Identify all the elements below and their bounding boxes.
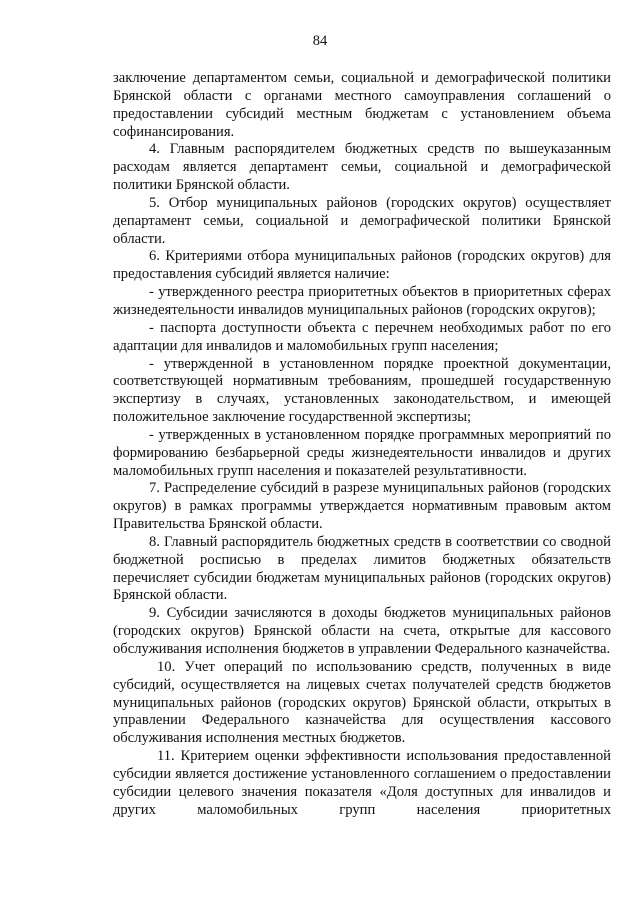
paragraph-11: 11. Критерием оценки эффективности использования предоставленной субсидии является достижение установленного соглашением о предоставлении субсидии целевого значения показателя «Доля доступных для инвалидов и других маломобильных групп населения приоритетных: [113, 748, 611, 818]
paragraph-10: 10. Учет операций по использованию средств, полученных в виде субсидий, осуществляется на лицевых счетах получателей средств бюджетов муниципальных районов (городских округов) Брянской области, открытых в управлении Федерального казначейства для осуществления кассового обслуживания исполнения местных бюджетов.: [113, 658, 611, 747]
criteria-item-program: - утвержденных в установленном порядке программных мероприятий по формированию безбарьерной среды жизнедеятельности инвалидов и других маломобильных групп населения и показателей результативности.: [113, 426, 611, 479]
paragraph-7: 7. Распределение субсидий в разрезе муниципальных районов (городских округов) в рамках программы утверждается нормативным правовым актом Правительства Брянской области.: [113, 480, 611, 533]
paragraph-4: 4. Главным распорядителем бюджетных средств по вышеуказанным расходам является департамент семьи, социальной и демографической политики Брянской области.: [113, 141, 611, 194]
body-text: [113, 70, 611, 819]
paragraph-8: 8. Главный распорядитель бюджетных средств в соответствии со сводной бюджетной росписью в пределах лимитов бюджетных обязательств перечисляет субсидии бюджетам муниципальных районов (городских округов) Брянской области.: [113, 533, 611, 604]
paragraph-6: 6. Критериями отбора муниципальных районов (городских округов) для предоставления субсидий является наличие:: [113, 248, 611, 283]
page-number: 84: [312, 33, 328, 49]
criteria-item-registry: - утвержденного реестра приоритетных объектов в приоритетных сферах жизнедеятельности инвалидов муниципальных районов (городских округов);: [113, 284, 611, 318]
criteria-item-passport: - паспорта доступности объекта с перечнем необходимых работ по его адаптации для инвалидов и маломобильных групп населения;: [113, 319, 611, 354]
criteria-item-documentation: - утвержденной в установленном порядке проектной документации, соответствующей нормативным требованиям, прошедшей государственную экспертизу в случаях, установленных законодательством, и имеющей положительное заключение государственной экспертизы;: [113, 355, 611, 426]
paragraph-5: 5. Отбор муниципальных районов (городских округов) осуществляет департамент семьи, социальной и демографической политики Брянской области.: [113, 194, 611, 247]
paragraph-9: 9. Субсидии зачисляются в доходы бюджетов муниципальных районов (городских округов) Брянской области на счета, открытые для кассового обслуживания исполнения бюджетов в управлении Федерального казначейства.: [113, 605, 611, 657]
paragraph-continuation: заключение департаментом семьи, социальной и демографической политики Брянской области с органами местного самоуправления соглашений о предоставлении субсидий местным бюджетам с установлением объема софинансирования.: [113, 70, 611, 140]
